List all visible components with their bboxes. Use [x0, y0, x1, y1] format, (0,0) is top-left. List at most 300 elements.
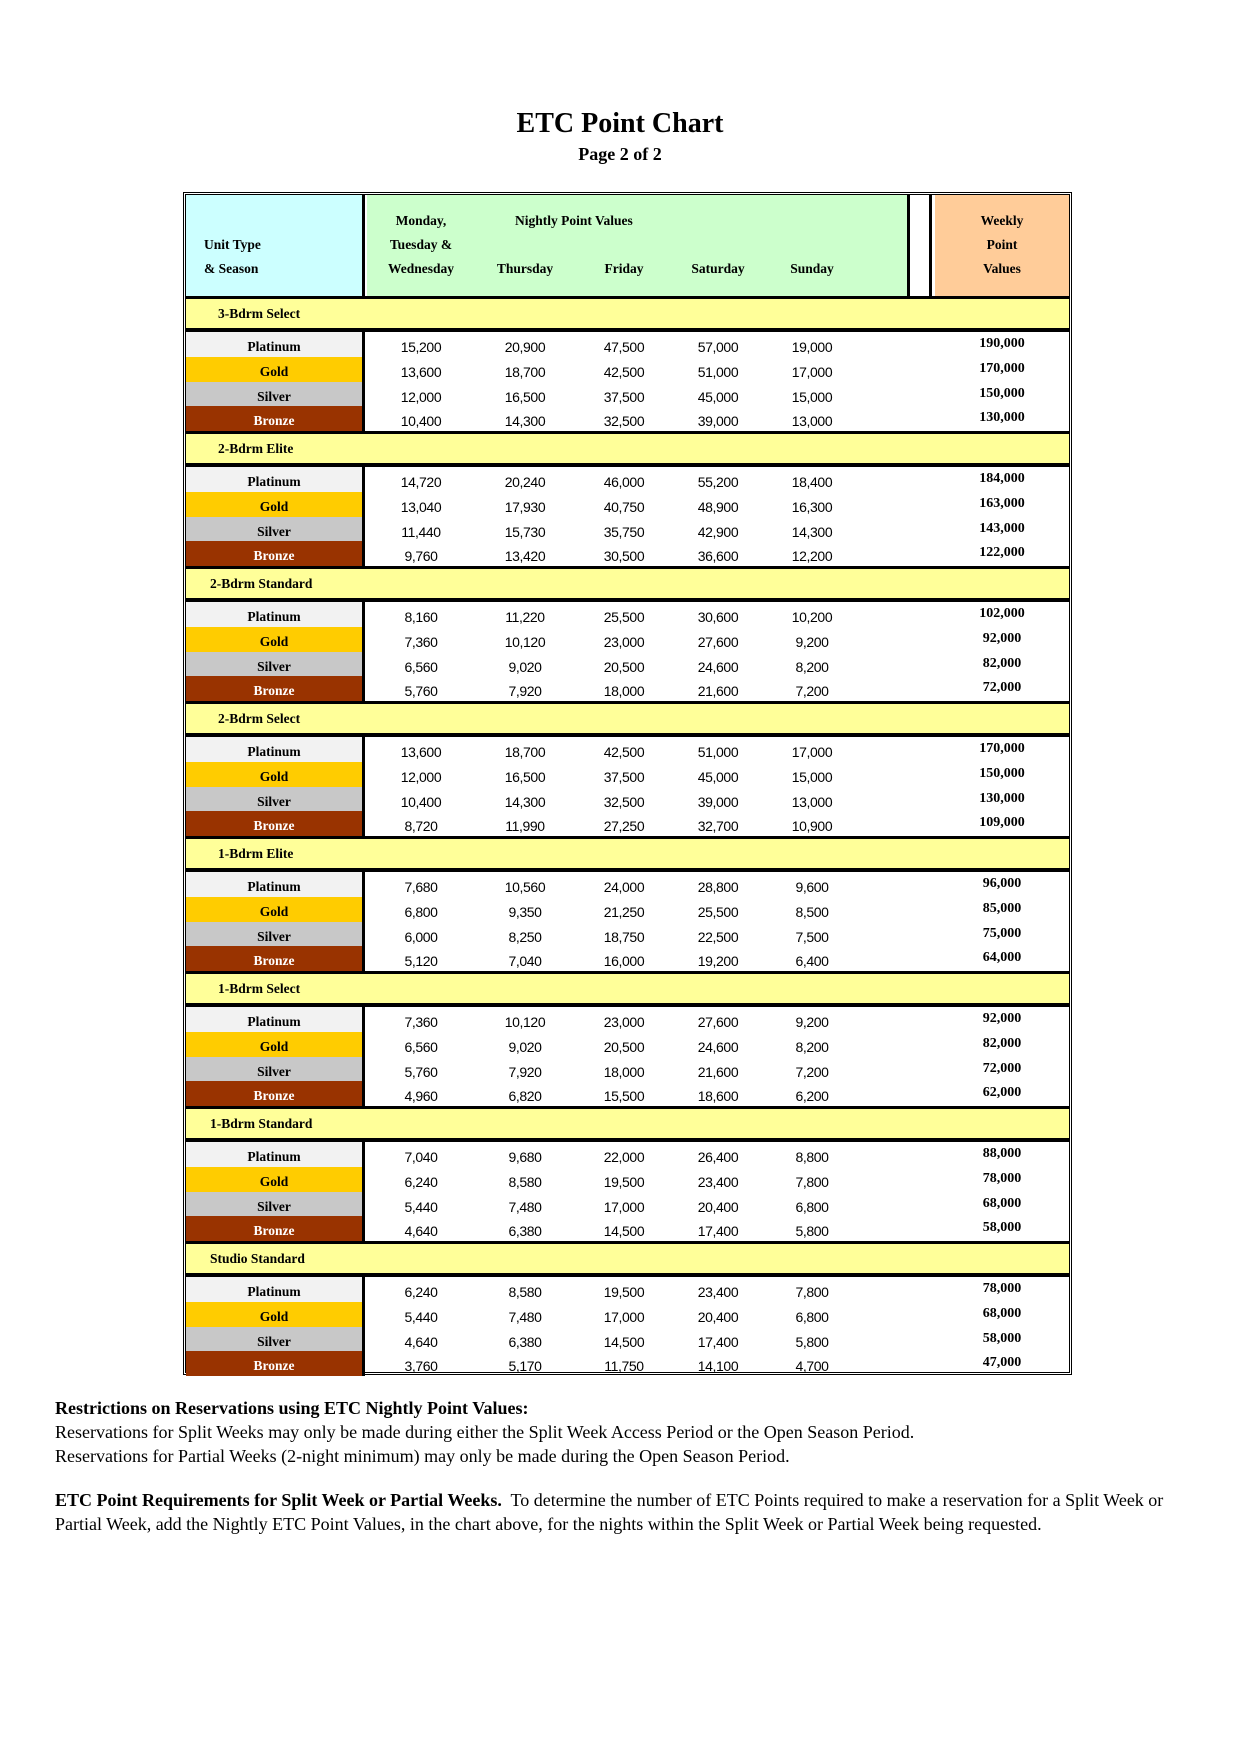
nightly-value-thu: 11,220 — [505, 609, 545, 625]
header-saturday: Saturday — [691, 261, 745, 276]
nightly-value-fri: 16,000 — [603, 953, 645, 970]
nightly-value-thu: 14,300 — [504, 793, 546, 810]
etc-point-chart-table — [183, 192, 1072, 1375]
weekly-point-value: 58,000 — [982, 1330, 1022, 1346]
season-label-platinum: Platinum — [186, 872, 362, 897]
nightly-value-mtw: 9,760 — [404, 548, 438, 565]
unit-type-label: 1-Bdrm Standard — [210, 1116, 313, 1131]
nightly-value-sun: 9,200 — [795, 633, 829, 650]
nightly-value-mtw: 5,440 — [404, 1198, 438, 1215]
nightly-value-sun: 6,200 — [795, 1088, 829, 1105]
nightly-value-fri: 18,000 — [603, 683, 645, 700]
nightly-value-fri: 47,500 — [603, 339, 645, 355]
unit-type-band — [186, 1244, 1069, 1277]
table-row — [186, 922, 1069, 947]
season-label-gold: Gold — [186, 897, 362, 922]
table-row — [186, 467, 1069, 492]
season-label-gold: Gold — [186, 1302, 362, 1327]
table-row — [186, 602, 1069, 627]
nightly-value-sun: 6,800 — [795, 1198, 829, 1215]
header-weekly-values — [935, 195, 1069, 296]
season-label-silver: Silver — [186, 652, 362, 677]
nightly-value-mtw: 5,760 — [404, 683, 438, 700]
table-row — [186, 492, 1069, 517]
nightly-value-fri: 42,500 — [603, 363, 645, 380]
nightly-value-fri: 32,500 — [603, 793, 645, 810]
nightly-value-sat: 25,500 — [697, 903, 739, 920]
nightly-value-sun: 9,200 — [795, 1014, 829, 1030]
nightly-value-sun: 5,800 — [795, 1223, 829, 1240]
nightly-value-fri: 37,500 — [603, 388, 645, 405]
unit-section — [186, 1109, 1069, 1244]
requirements-heading: ETC Point Requirements for Split Week or Partial Weeks. — [55, 1490, 502, 1510]
nightly-value-thu: 20,240 — [504, 474, 546, 490]
table-row — [186, 676, 1069, 701]
nightly-value-mtw: 6,800 — [404, 903, 438, 920]
nightly-value-fri: 14,500 — [603, 1223, 645, 1240]
nightly-value-sun: 10,900 — [791, 818, 833, 835]
header-friday: Friday — [604, 261, 644, 276]
weekly-point-value: 184,000 — [979, 471, 1025, 486]
nightly-value-fri: 32,500 — [603, 413, 645, 430]
nightly-value-fri: 14,500 — [603, 1333, 645, 1350]
nightly-value-mtw: 6,560 — [404, 658, 438, 675]
nightly-value-mtw: 11,440 — [401, 523, 441, 540]
weekly-point-value: 92,000 — [982, 1011, 1022, 1026]
restrictions-heading: Restrictions on Reservations using ETC Nightly Point Values: — [55, 1398, 529, 1418]
weekly-point-value: 78,000 — [982, 1170, 1022, 1186]
season-label-silver: Silver — [186, 922, 362, 947]
header-nightly-values — [367, 195, 910, 296]
nightly-value-sun: 8,500 — [795, 903, 829, 920]
weekly-point-value: 92,000 — [982, 630, 1022, 646]
nightly-value-sat: 51,000 — [697, 744, 739, 760]
nightly-value-mtw: 5,440 — [404, 1308, 438, 1325]
season-label-silver: Silver — [186, 382, 362, 407]
nightly-value-sun: 15,000 — [791, 388, 833, 405]
nightly-value-sat: 36,600 — [697, 548, 739, 565]
nightly-value-sun: 10,200 — [791, 609, 833, 625]
unit-section — [186, 569, 1069, 704]
nightly-value-mtw: 3,760 — [404, 1358, 438, 1375]
unit-type-label: 1-Bdrm Elite — [218, 846, 294, 861]
weekly-point-value: 170,000 — [979, 360, 1025, 376]
nightly-value-sat: 27,600 — [697, 1014, 739, 1030]
weekly-point-value: 62,000 — [982, 1085, 1022, 1101]
table-row — [186, 406, 1069, 431]
season-column-divider — [362, 602, 365, 701]
nightly-value-fri: 20,500 — [603, 1038, 645, 1055]
season-label-silver: Silver — [186, 1057, 362, 1082]
season-label-platinum: Platinum — [186, 332, 362, 357]
nightly-value-mtw: 7,040 — [404, 1149, 438, 1165]
unit-type-label: Studio Standard — [210, 1251, 305, 1266]
unit-type-band — [186, 974, 1069, 1007]
nightly-value-fri: 23,000 — [603, 633, 645, 650]
header-unit-type-label-1: Unit Type — [204, 237, 261, 252]
restrictions-line-2: Reservations for Partial Weeks (2-night minimum) may only be made during the Open Season Period. — [55, 1446, 790, 1466]
table-row — [186, 1007, 1069, 1032]
nightly-value-sat: 17,400 — [697, 1333, 739, 1350]
table-row — [186, 946, 1069, 971]
weekly-point-value: 58,000 — [982, 1220, 1022, 1236]
unit-type-label: 2-Bdrm Select — [218, 711, 301, 726]
unit-type-band — [186, 299, 1069, 332]
header-weekly-line3: Values — [983, 261, 1021, 276]
season-label-bronze: Bronze — [186, 946, 362, 971]
nightly-value-fri: 46,000 — [603, 474, 645, 490]
nightly-value-mtw: 10,400 — [400, 413, 442, 430]
nightly-value-sun: 4,700 — [795, 1358, 829, 1375]
nightly-value-thu: 18,700 — [504, 744, 546, 760]
season-label-bronze: Bronze — [186, 1351, 362, 1376]
unit-section — [186, 704, 1069, 839]
nightly-value-thu: 6,820 — [508, 1088, 542, 1105]
nightly-value-fri: 21,250 — [603, 903, 645, 920]
page-subtitle: Page 2 of 2 — [578, 144, 662, 164]
weekly-point-value: 68,000 — [982, 1195, 1022, 1211]
nightly-value-sat: 22,500 — [697, 928, 739, 945]
nightly-value-fri: 30,500 — [603, 548, 645, 565]
unit-type-band — [186, 839, 1069, 872]
nightly-value-sat: 32,700 — [697, 818, 739, 835]
nightly-value-mtw: 6,240 — [404, 1284, 438, 1300]
season-label-gold: Gold — [186, 762, 362, 787]
table-row — [186, 1351, 1069, 1376]
nightly-value-sat: 20,400 — [697, 1198, 739, 1215]
nightly-value-sun: 7,200 — [795, 1063, 829, 1080]
nightly-value-sat: 24,600 — [697, 658, 739, 675]
season-label-gold: Gold — [186, 627, 362, 652]
season-label-silver: Silver — [186, 517, 362, 542]
table-row — [186, 872, 1069, 897]
table-row — [186, 1277, 1069, 1302]
nightly-value-mtw: 8,720 — [404, 818, 438, 835]
nightly-value-sat: 23,400 — [697, 1173, 739, 1190]
nightly-value-thu: 20,900 — [504, 339, 546, 355]
table-row — [186, 1142, 1069, 1167]
restrictions-line-1: Reservations for Split Weeks may only be made during either the Split Week Access Period or the Open Season Period. — [55, 1422, 915, 1442]
season-label-silver: Silver — [186, 1192, 362, 1217]
weekly-point-value: 68,000 — [982, 1305, 1022, 1321]
weekly-point-value: 96,000 — [982, 876, 1022, 891]
weekly-point-value: 163,000 — [979, 495, 1025, 511]
nightly-value-thu: 7,920 — [508, 1063, 542, 1080]
header-unit-type — [186, 195, 365, 296]
season-label-silver: Silver — [186, 1327, 362, 1352]
weekly-point-value: 82,000 — [982, 1035, 1022, 1051]
nightly-value-thu: 5,170 — [508, 1358, 542, 1375]
nightly-value-mtw: 12,000 — [400, 388, 442, 405]
nightly-value-sat: 27,600 — [697, 633, 739, 650]
nightly-value-sun: 8,200 — [795, 658, 829, 675]
nightly-value-thu: 18,700 — [504, 363, 546, 380]
unit-section — [186, 974, 1069, 1109]
nightly-value-thu: 7,920 — [508, 683, 542, 700]
table-row — [186, 1192, 1069, 1217]
season-column-divider — [362, 1277, 365, 1376]
nightly-value-fri: 15,500 — [603, 1088, 645, 1105]
nightly-value-fri: 19,500 — [603, 1173, 645, 1190]
nightly-value-sun: 8,800 — [795, 1149, 829, 1165]
table-row — [186, 541, 1069, 566]
weekly-point-value: 78,000 — [982, 1281, 1022, 1296]
season-label-platinum: Platinum — [186, 1142, 362, 1167]
unit-type-band — [186, 569, 1069, 602]
nightly-value-thu: 7,480 — [508, 1198, 542, 1215]
season-label-platinum: Platinum — [186, 737, 362, 762]
weekly-point-value: 122,000 — [979, 545, 1025, 561]
restrictions-block — [55, 1396, 1195, 1468]
season-label-bronze: Bronze — [186, 1081, 362, 1106]
unit-section — [186, 839, 1069, 974]
unit-type-label: 2-Bdrm Standard — [210, 576, 313, 591]
weekly-point-value: 64,000 — [982, 950, 1022, 966]
table-row — [186, 1032, 1069, 1057]
header-weekly-line2: Point — [986, 237, 1018, 252]
nightly-value-sun: 13,000 — [791, 793, 833, 810]
nightly-value-thu: 9,680 — [508, 1149, 542, 1165]
nightly-value-thu: 16,500 — [504, 388, 546, 405]
nightly-value-mtw: 8,160 — [404, 609, 438, 625]
season-column-divider — [362, 332, 365, 431]
table-row — [186, 762, 1069, 787]
nightly-value-sun: 12,200 — [791, 548, 833, 565]
nightly-value-sun: 9,600 — [795, 879, 829, 895]
nightly-value-thu: 15,730 — [504, 523, 546, 540]
nightly-value-sat: 23,400 — [697, 1284, 739, 1300]
nightly-value-thu: 8,580 — [508, 1284, 542, 1300]
season-column-divider — [362, 1142, 365, 1241]
table-row — [186, 1302, 1069, 1327]
nightly-value-mtw: 4,640 — [404, 1223, 438, 1240]
season-label-bronze: Bronze — [186, 811, 362, 836]
nightly-value-sun: 7,800 — [795, 1173, 829, 1190]
table-row — [186, 517, 1069, 542]
season-column-divider — [362, 467, 365, 566]
nightly-value-sat: 14,100 — [697, 1358, 739, 1375]
weekly-point-value: 72,000 — [982, 1060, 1022, 1076]
table-row — [186, 332, 1069, 357]
header-nightly-group: Nightly Point Values — [515, 213, 633, 228]
unit-type-band — [186, 1109, 1069, 1142]
weekly-point-value: 150,000 — [979, 765, 1025, 781]
nightly-value-sat: 51,000 — [697, 363, 739, 380]
nightly-value-sun: 7,200 — [795, 683, 829, 700]
nightly-value-mtw: 5,120 — [404, 953, 438, 970]
nightly-value-mtw: 7,360 — [404, 633, 438, 650]
nightly-value-fri: 23,000 — [603, 1014, 645, 1030]
unit-section — [186, 299, 1069, 434]
nightly-value-sat: 39,000 — [697, 413, 739, 430]
nightly-value-fri: 18,750 — [603, 928, 645, 945]
nightly-value-fri: 25,500 — [603, 609, 645, 625]
unit-type-band — [186, 434, 1069, 467]
nightly-value-thu: 8,250 — [508, 928, 542, 945]
nightly-value-mtw: 6,240 — [404, 1173, 438, 1190]
header-spacer — [913, 195, 932, 296]
requirements-block — [55, 1488, 1195, 1536]
weekly-point-value: 190,000 — [979, 336, 1025, 351]
header-sunday: Sunday — [790, 261, 834, 276]
table-row — [186, 1057, 1069, 1082]
nightly-value-sat: 42,900 — [697, 523, 739, 540]
nightly-value-mtw: 10,400 — [400, 793, 442, 810]
season-label-gold: Gold — [186, 357, 362, 382]
nightly-value-fri: 24,000 — [603, 879, 645, 895]
nightly-value-sun: 17,000 — [791, 363, 833, 380]
nightly-value-fri: 17,000 — [603, 1308, 645, 1325]
nightly-value-mtw: 13,600 — [400, 363, 442, 380]
nightly-value-sat: 19,200 — [697, 953, 739, 970]
nightly-value-thu: 6,380 — [508, 1333, 542, 1350]
weekly-point-value: 150,000 — [979, 385, 1025, 401]
table-row — [186, 897, 1069, 922]
unit-type-label: 3-Bdrm Select — [218, 306, 301, 321]
nightly-value-thu: 10,120 — [504, 633, 546, 650]
nightly-value-thu: 7,040 — [508, 953, 542, 970]
nightly-value-fri: 37,500 — [603, 768, 645, 785]
nightly-value-mtw: 6,560 — [404, 1038, 438, 1055]
weekly-point-value: 130,000 — [979, 410, 1025, 426]
nightly-value-thu: 16,500 — [504, 768, 546, 785]
season-label-silver: Silver — [186, 787, 362, 812]
season-label-platinum: Platinum — [186, 1007, 362, 1032]
season-label-gold: Gold — [186, 1167, 362, 1192]
table-row — [186, 1327, 1069, 1352]
nightly-value-fri: 40,750 — [603, 498, 645, 515]
nightly-value-fri: 17,000 — [603, 1198, 645, 1215]
season-label-gold: Gold — [186, 492, 362, 517]
table-row — [186, 737, 1069, 762]
nightly-value-sat: 21,600 — [697, 1063, 739, 1080]
nightly-value-sun: 16,300 — [791, 498, 833, 515]
unit-section — [186, 1244, 1069, 1379]
nightly-value-sat: 39,000 — [697, 793, 739, 810]
nightly-value-sun: 7,800 — [795, 1284, 829, 1300]
unit-type-band — [186, 704, 1069, 737]
nightly-value-sun: 14,300 — [791, 523, 833, 540]
nightly-value-sat: 57,000 — [697, 339, 739, 355]
unit-type-label: 1-Bdrm Select — [218, 981, 301, 996]
table-row — [186, 382, 1069, 407]
weekly-point-value: 75,000 — [982, 925, 1022, 941]
nightly-value-sun: 18,400 — [791, 474, 833, 490]
nightly-value-mtw: 15,200 — [400, 339, 442, 355]
header-mon-line1: Monday, — [395, 213, 447, 228]
table-row — [186, 811, 1069, 836]
weekly-point-value: 170,000 — [979, 741, 1025, 756]
nightly-value-thu: 9,350 — [508, 903, 542, 920]
season-column-divider — [362, 737, 365, 836]
nightly-value-fri: 20,500 — [603, 658, 645, 675]
nightly-value-thu: 17,930 — [504, 498, 546, 515]
season-label-bronze: Bronze — [186, 541, 362, 566]
nightly-value-mtw: 4,960 — [404, 1088, 438, 1105]
season-label-gold: Gold — [186, 1032, 362, 1057]
nightly-value-sat: 28,800 — [697, 879, 739, 895]
season-label-platinum: Platinum — [186, 602, 362, 627]
nightly-value-fri: 11,750 — [604, 1358, 644, 1375]
nightly-value-sat: 18,600 — [697, 1088, 739, 1105]
table-row — [186, 627, 1069, 652]
nightly-value-thu: 8,580 — [508, 1173, 542, 1190]
weekly-point-value: 72,000 — [982, 680, 1022, 696]
header-unit-type-label-2: & Season — [204, 261, 259, 276]
nightly-value-sat: 17,400 — [697, 1223, 739, 1240]
weekly-point-value: 47,000 — [982, 1355, 1022, 1371]
nightly-value-mtw: 7,360 — [404, 1014, 438, 1030]
header-weekly-line1: Weekly — [980, 213, 1024, 228]
nightly-value-mtw: 6,000 — [404, 928, 438, 945]
nightly-value-sun: 19,000 — [791, 339, 833, 355]
nightly-value-sun: 15,000 — [791, 768, 833, 785]
nightly-value-sat: 24,600 — [697, 1038, 739, 1055]
nightly-value-sat: 21,600 — [697, 683, 739, 700]
unit-section — [186, 434, 1069, 569]
nightly-value-mtw: 5,760 — [404, 1063, 438, 1080]
nightly-value-mtw: 7,680 — [404, 879, 438, 895]
nightly-value-thu: 10,120 — [504, 1014, 546, 1030]
nightly-value-sat: 20,400 — [697, 1308, 739, 1325]
header-thursday: Thursday — [496, 261, 554, 276]
nightly-value-fri: 19,500 — [603, 1284, 645, 1300]
nightly-value-sat: 45,000 — [697, 768, 739, 785]
table-row — [186, 1167, 1069, 1192]
header-mon-line3: Wednesday — [387, 261, 455, 276]
season-label-bronze: Bronze — [186, 1216, 362, 1241]
nightly-value-thu: 7,480 — [508, 1308, 542, 1325]
nightly-value-sun: 6,400 — [795, 953, 829, 970]
nightly-value-thu: 9,020 — [508, 658, 542, 675]
weekly-point-value: 85,000 — [982, 900, 1022, 916]
nightly-value-thu: 6,380 — [508, 1223, 542, 1240]
table-row — [186, 357, 1069, 382]
nightly-value-sun: 8,200 — [795, 1038, 829, 1055]
weekly-point-value: 109,000 — [979, 815, 1025, 831]
weekly-point-value: 88,000 — [982, 1146, 1022, 1161]
table-row — [186, 1081, 1069, 1106]
nightly-value-mtw: 13,040 — [400, 498, 442, 515]
nightly-value-sat: 48,900 — [697, 498, 739, 515]
nightly-value-fri: 27,250 — [603, 818, 645, 835]
weekly-point-value: 143,000 — [979, 520, 1025, 536]
nightly-value-mtw: 13,600 — [400, 744, 442, 760]
nightly-value-thu: 11,990 — [505, 818, 545, 835]
weekly-point-value: 102,000 — [979, 606, 1025, 621]
nightly-value-thu: 9,020 — [508, 1038, 542, 1055]
weekly-point-value: 82,000 — [982, 655, 1022, 671]
nightly-value-fri: 42,500 — [603, 744, 645, 760]
weekly-point-value: 130,000 — [979, 790, 1025, 806]
season-label-bronze: Bronze — [186, 406, 362, 431]
nightly-value-sun: 13,000 — [791, 413, 833, 430]
requirements-text: To determine the number of ETC Points required to make a reservation for a Split Week or Partial Week, add the Nightly ETC Point Values, in the chart above, for the nights within the Split Week or Partial Week being requested. — [55, 1490, 1164, 1534]
season-label-platinum: Platinum — [186, 467, 362, 492]
season-column-divider — [362, 1007, 365, 1106]
header-mon-line2: Tuesday & — [389, 237, 453, 252]
unit-type-label: 2-Bdrm Elite — [218, 441, 294, 456]
page-title: ETC Point Chart — [516, 108, 724, 139]
nightly-value-thu: 10,560 — [504, 879, 546, 895]
nightly-value-sun: 6,800 — [795, 1308, 829, 1325]
nightly-value-fri: 18,000 — [603, 1063, 645, 1080]
nightly-value-fri: 35,750 — [603, 523, 645, 540]
nightly-value-mtw: 12,000 — [400, 768, 442, 785]
nightly-value-mtw: 4,640 — [404, 1333, 438, 1350]
nightly-value-sat: 26,400 — [697, 1149, 739, 1165]
nightly-value-sun: 5,800 — [795, 1333, 829, 1350]
